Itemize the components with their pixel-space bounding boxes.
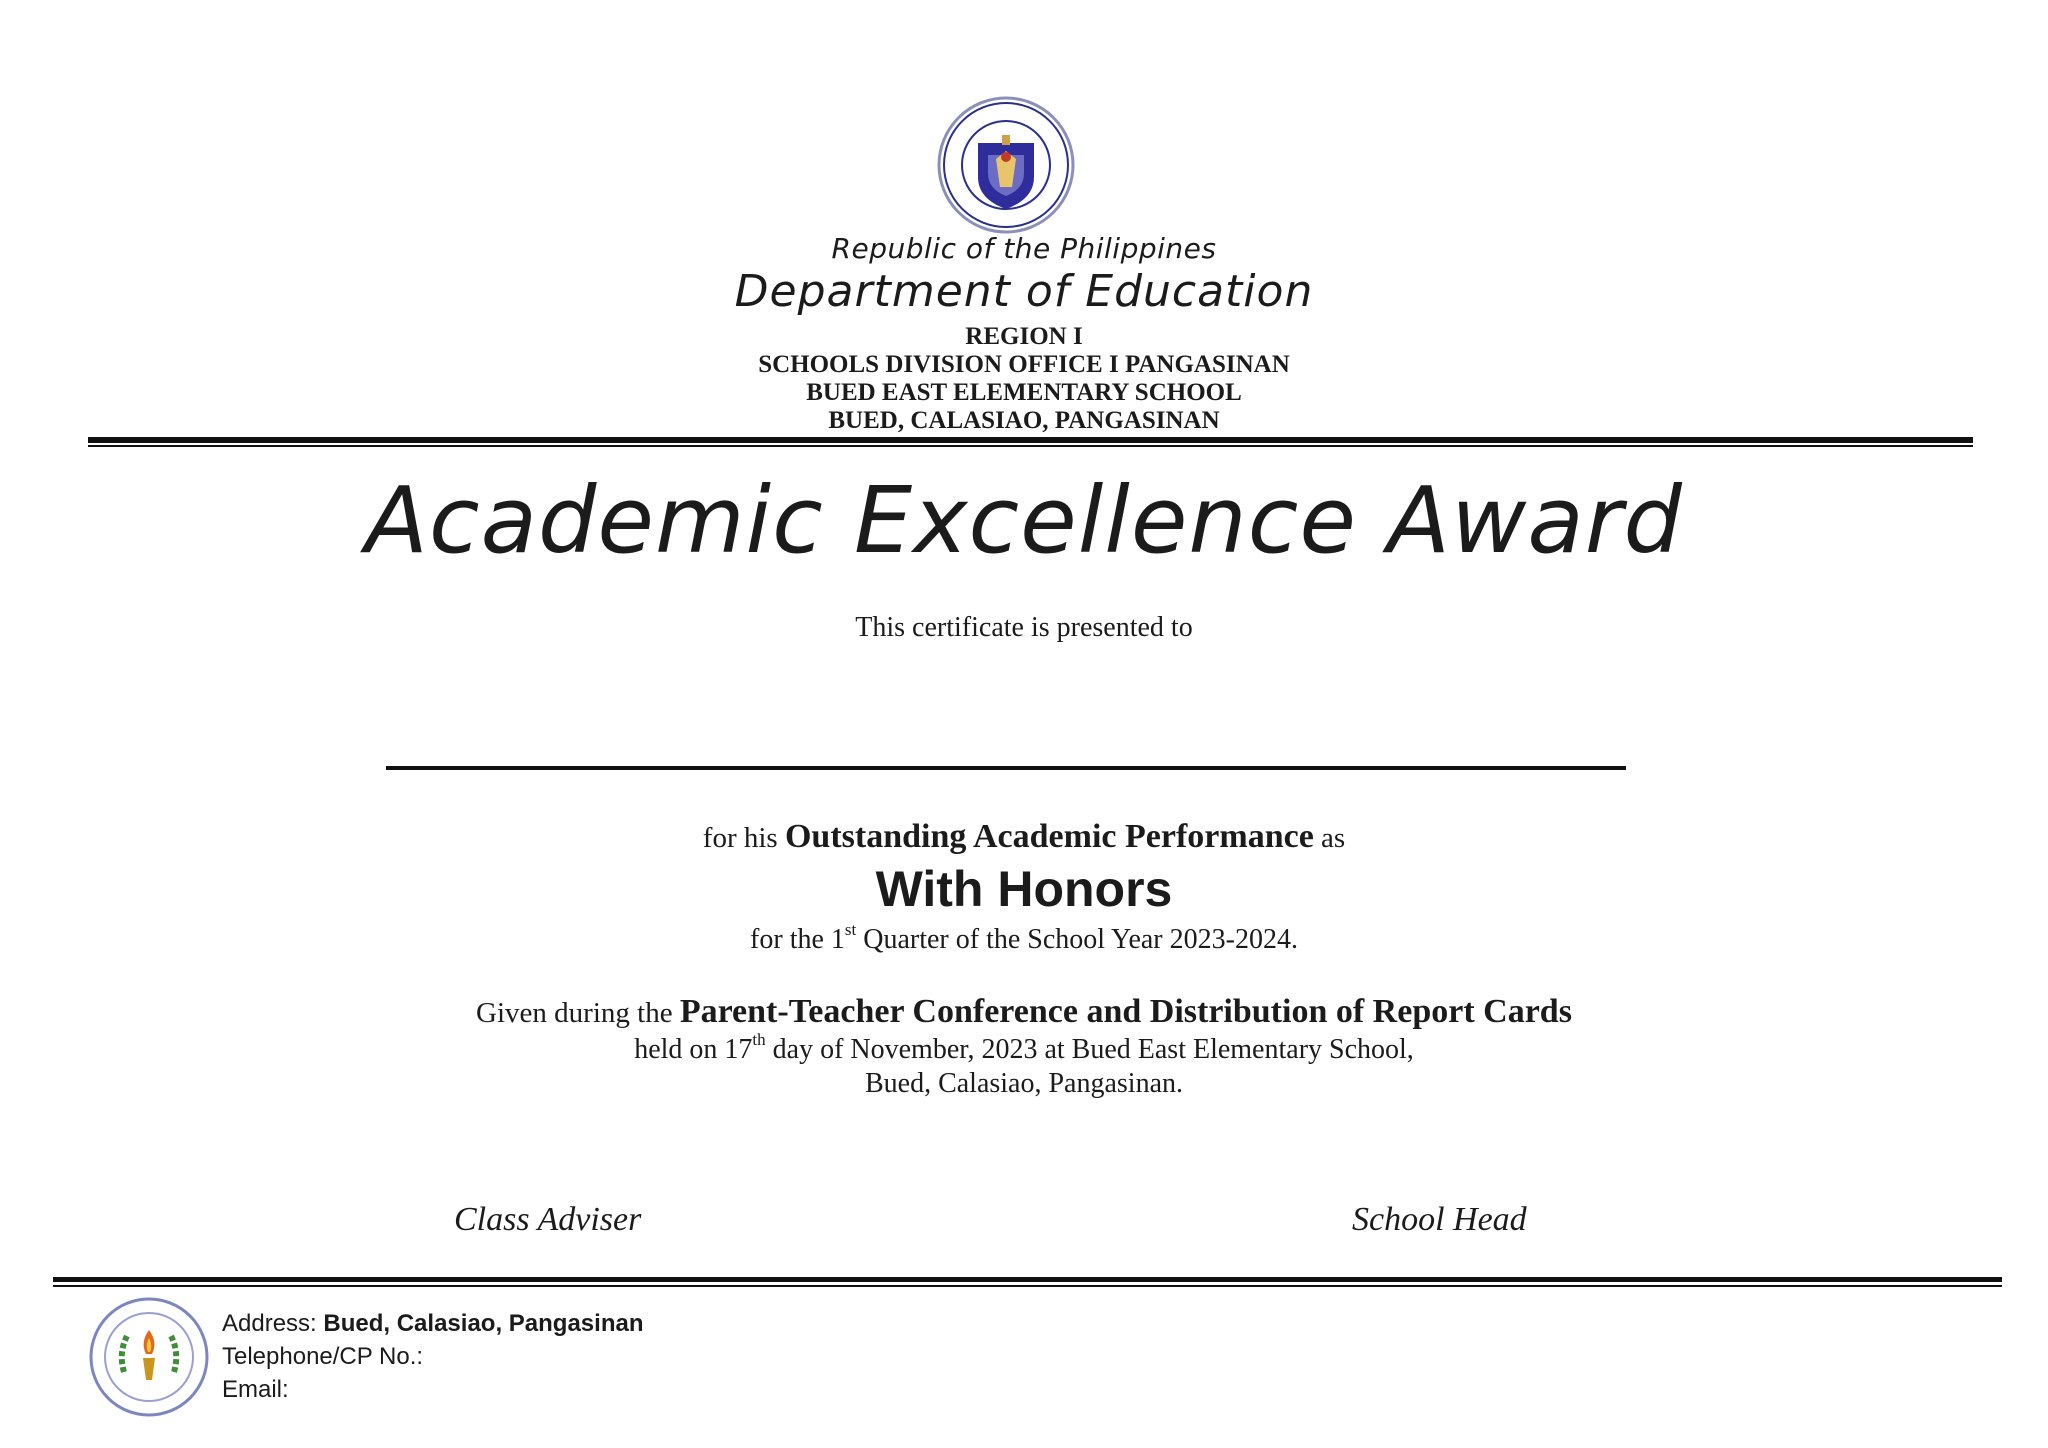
quarter-suffix: Quarter of the School Year 2023-2024. xyxy=(856,924,1298,955)
header-divider xyxy=(88,437,1973,443)
honor-level: With Honors xyxy=(875,861,1173,917)
quarter-prefix: for the 1 xyxy=(750,924,845,955)
quarter-line xyxy=(0,920,2048,956)
award-title: Academic Excellence Award xyxy=(365,467,1683,574)
footer-address xyxy=(222,1310,644,1338)
deped-seal-logo xyxy=(936,95,1076,235)
address-label: Address: xyxy=(222,1310,324,1337)
region-text: REGION I xyxy=(965,323,1083,350)
republic-text: Republic of the Philippines xyxy=(831,232,1217,265)
school-head-label: School Head xyxy=(1352,1201,1527,1238)
school-seal-logo xyxy=(88,1296,210,1418)
event-name: Parent-Teacher Conference and Distribution of Report Cards xyxy=(679,993,1572,1030)
for-his-text: for his xyxy=(702,822,778,854)
address-value: Bued, Calasiao, Pangasinan xyxy=(323,1310,644,1337)
class-adviser-label: Class Adviser xyxy=(454,1201,642,1238)
held-ordinal: th xyxy=(752,1030,766,1049)
footer-telephone: Telephone/CP No.: xyxy=(222,1343,424,1370)
held-suffix: day of November, 2023 at Bued East Elementary School, xyxy=(765,1034,1414,1065)
quarter-ordinal: st xyxy=(844,920,857,939)
presented-to-text: This certificate is presented to xyxy=(855,612,1193,643)
school-location: BUED, CALASIAO, PANGASINAN xyxy=(828,407,1220,434)
footer-divider xyxy=(53,1277,2002,1282)
performance-text: Outstanding Academic Performance xyxy=(784,818,1314,855)
given-line xyxy=(0,993,2048,1031)
footer-email: Email: xyxy=(222,1376,289,1403)
footer-divider-thin xyxy=(53,1285,2002,1287)
held-line xyxy=(0,1030,2048,1066)
event-place: Bued, Calasiao, Pangasinan. xyxy=(864,1068,1184,1099)
department-text: Department of Education xyxy=(734,266,1314,317)
division-text: SCHOOLS DIVISION OFFICE I PANGASINAN xyxy=(758,351,1290,378)
performance-line xyxy=(0,818,2048,856)
given-prefix: Given during the xyxy=(476,997,673,1029)
recipient-name-line xyxy=(386,766,1626,770)
school-name: BUED EAST ELEMENTARY SCHOOL xyxy=(806,379,1242,406)
header-divider-thin xyxy=(88,445,1973,447)
as-text: as xyxy=(1321,822,1346,854)
held-prefix: held on 17 xyxy=(634,1034,753,1065)
